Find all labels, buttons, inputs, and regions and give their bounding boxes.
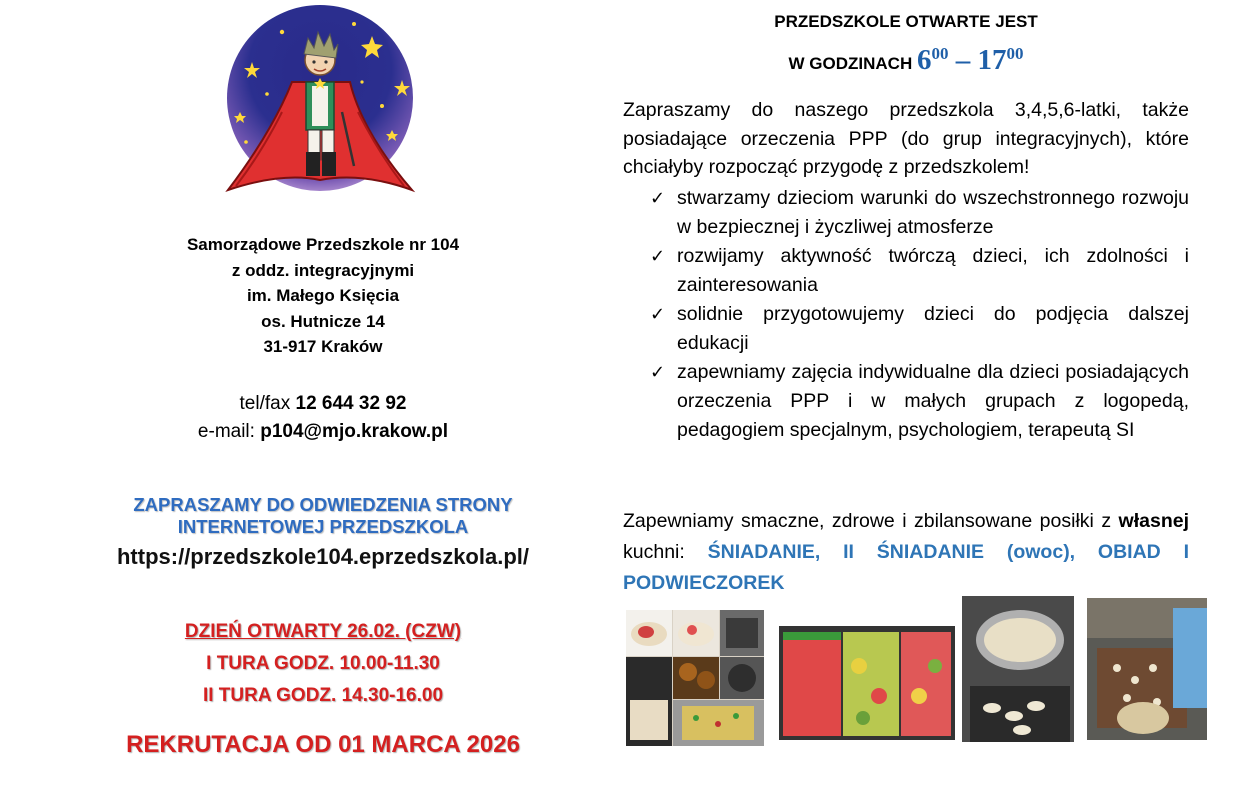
website-invite-line1: ZAPRASZAMY DO ODWIEDZENIA STRONY: [133, 494, 513, 515]
list-item-text: solidnie przygotowujemy dzieci do podjęcia dalszej edukacji: [677, 303, 1189, 354]
hours-range: [917, 44, 1024, 76]
list-item-text: stwarzamy dzieciom warunki do wszechstronnego rozwoju w bezpiecznej i życzliwej atmosferze: [677, 187, 1189, 238]
email-address[interactable]: p104@mjo.krakow.pl: [260, 421, 449, 442]
photo-dumplings-pot: [962, 596, 1074, 742]
phone-line: [90, 390, 556, 418]
list-item-text: rozwijamy aktywność twórczą dzieci, ich zdolności i zainteresowania: [677, 245, 1189, 296]
open-day-tour2: II TURA GODZ. 14.30-16.00: [202, 685, 444, 706]
list-item: [648, 184, 1189, 242]
recruitment-heading: REKRUTACJA OD 01 MARCA 2026: [126, 731, 520, 758]
meals-paragraph: [623, 506, 1189, 599]
meals-text-after: kuchni:: [623, 541, 685, 563]
hours-line2: W GODZINACH: [788, 54, 913, 73]
hours-line1: PRZEDSZKOLE OTWARTE JEST: [774, 12, 1038, 31]
meals-text-before: Zapewniamy smaczne, zdrowe i zbilansowane posiłki z: [623, 510, 1112, 532]
hours-line2-row: [700, 38, 1112, 80]
checkmark-icon: ✓: [650, 188, 666, 208]
email-line: [90, 418, 556, 446]
photo-kitchen-staff: [1087, 598, 1207, 740]
opening-hours: [700, 6, 1112, 80]
close-minutes: 00: [1006, 44, 1024, 63]
open-day-block: [90, 616, 556, 712]
meals-bold: własnej: [1118, 510, 1189, 532]
list-item: [648, 358, 1189, 445]
checkmark-icon: ✓: [650, 246, 666, 266]
checkmark-icon: ✓: [650, 362, 666, 382]
open-minutes: 00: [931, 44, 949, 63]
open-day-title: DZIEŃ OTWARTY 26.02. (CZW): [184, 621, 462, 642]
school-name: Samorządowe Przedszkole nr 104: [186, 235, 460, 254]
school-address: [90, 232, 556, 360]
intro-paragraph: Zapraszamy do naszego przedszkola 3,4,5,6-latki, także posiadające orzeczenia PPP (do grup integracyjnych), które chciałyby rozpocząć przygodę z przedszkolem!: [623, 99, 1189, 178]
open-hour: 6: [916, 44, 932, 76]
school-city: 31-917 Kraków: [263, 337, 383, 356]
email-label: e-mail:: [197, 421, 255, 442]
feature-list: [648, 184, 1189, 445]
phone-number[interactable]: 12 644 32 92: [295, 393, 407, 414]
hours-dash: –: [955, 44, 971, 76]
school-street: os. Hutnicze 14: [261, 311, 385, 331]
school-line2: z oddz. integracyjnymi: [231, 260, 415, 280]
website-invitation: [60, 494, 586, 538]
website-url[interactable]: https://przedszkole104.eprzedszkola.pl/: [116, 544, 529, 569]
contact-block: [90, 390, 556, 446]
open-day-tour1: I TURA GODZ. 10.00-11.30: [206, 653, 440, 674]
school-line3: im. Małego Księcia: [246, 286, 400, 305]
phone-label: tel/fax: [239, 393, 291, 414]
close-hour: 17: [977, 44, 1007, 76]
meals-highlight: ŚNIADANIE, II ŚNIADANIE (owoc), OBIAD I PODWIECZOREK: [623, 541, 1189, 594]
list-item: [648, 300, 1189, 358]
website-invite-line2: INTERNETOWEJ PRZEDSZKOLA: [177, 516, 469, 537]
photo-dishes-collage: [626, 610, 764, 746]
list-item: [648, 242, 1189, 300]
list-item-text: zapewniamy zajęcia indywidualne dla dzieci posiadających orzeczenia PPP i w małych grupach z logopedą, pedagogiem specjalnym, psychologiem, terapeutą SI: [677, 361, 1189, 441]
little-prince-logo: [222, 2, 418, 196]
photo-fruit-platters: [779, 626, 955, 740]
checkmark-icon: ✓: [650, 304, 666, 324]
